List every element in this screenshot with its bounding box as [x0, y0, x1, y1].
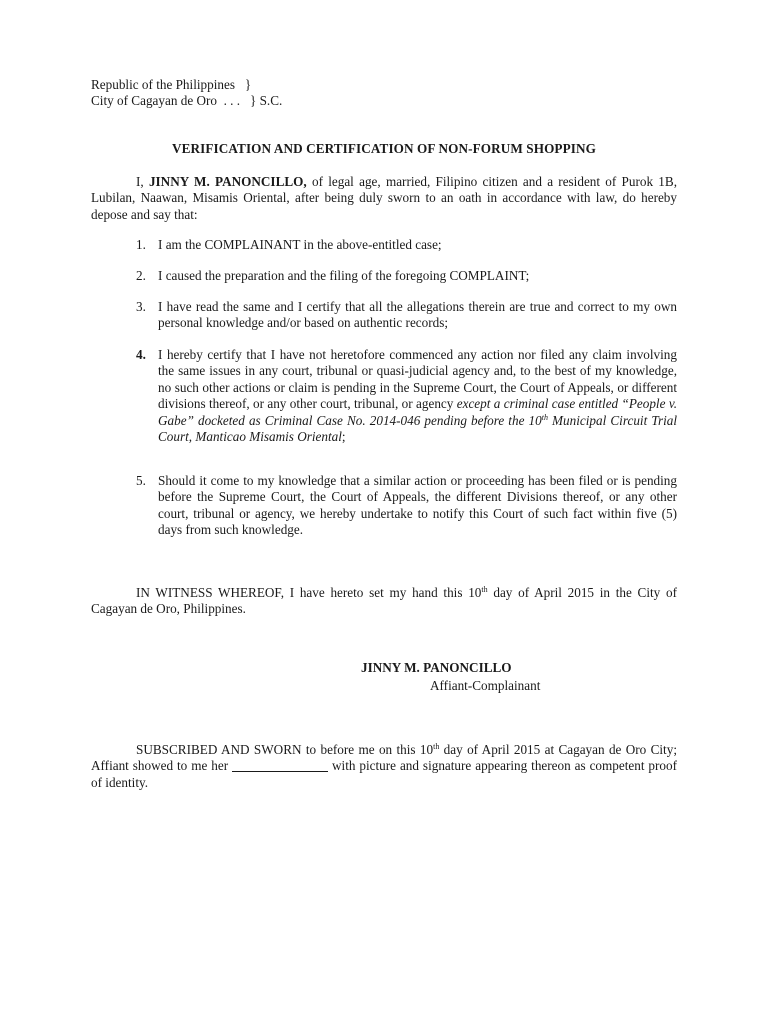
witness-paragraph [91, 585, 677, 618]
venue-header [91, 77, 282, 110]
jurat-text-c: with picture and signature appearing thereon as competent proof of identity. [91, 758, 677, 790]
intro-prefix: I, [136, 174, 149, 189]
ordinal-suffix: th [541, 412, 548, 422]
list-item-number: 3. [136, 299, 146, 314]
list-item-number: 1. [136, 237, 146, 252]
jurat-text-a: SUBSCRIBED AND SWORN to before me on this 10 [136, 742, 434, 757]
witness-text-a: IN WITNESS WHEREOF, I have hereto set my hand this 10 [136, 585, 482, 600]
exception-text: except a criminal case entitled “People v. Gabe” docketed as Criminal Case No. 2014-046 pending before the 10 [158, 396, 677, 428]
exception-court: Municipal Circuit Trial Court, Manticao Misamis Oriental [158, 412, 677, 445]
signatory-title: Affiant-Complainant [430, 678, 541, 693]
id-blank-line [232, 759, 328, 772]
certification-text: I hereby certify that I have not heretofore commenced any action nor filed any claim involving the same issues in any court, tribunal or quasi-judicial agency and, to the best of my knowledge, no such other actions or claim is pending in the Supreme Court, the Court of Appeals, or different divisions thereof, or any other court, tribunal, or agency [158, 347, 677, 412]
jurat-text-b: day of April 2015 at Cagayan de Oro City; Affiant showed to me her [91, 742, 677, 774]
venue-line-city: City of Cagayan de Oro . . . } S.C. [91, 93, 283, 109]
venue-line-country: Republic of the Philippines } [91, 77, 252, 92]
list-item-number: 2. [136, 268, 146, 283]
affiant-name: JINNY M. PANONCILLO, [148, 174, 307, 189]
list-item-text: I am the COMPLAINANT in the above-entitled case; [158, 237, 442, 252]
ordinal-suffix: th [433, 742, 440, 751]
list-item-number: 4. [136, 347, 146, 362]
list-item [136, 299, 677, 332]
list-item [136, 347, 677, 445]
list-item-text: I caused the preparation and the filing of the foregoing COMPLAINT; [158, 268, 530, 283]
list-item-text: I have read the same and I certify that all the allegations therein are true and correct to my own personal knowledge and/or based on authentic records; [158, 299, 677, 331]
intro-paragraph [91, 174, 677, 223]
ordinal-suffix: th [481, 585, 488, 594]
witness-text-b: day of April 2015 in the City of Cagayan de Oro, Philippines. [91, 585, 677, 617]
list-item [136, 237, 677, 253]
list-item [136, 268, 677, 284]
list-item-text [158, 347, 677, 445]
list-item-text: Should it come to my knowledge that a similar action or proceeding has been filed or is pending before the Supreme Court, the Court of Appeals, the different Divisions thereof, or any other court, tribunal or agency, we hereby undertake to notify this Court of such fact within five (5) days from such knowledge. [158, 473, 677, 538]
intro-text: of legal age, married, Filipino citizen and a resident of Purok 1B, Lubilan, Naawan, Misamis Oriental, after being duly sworn to an oath in accordance with law, do hereby depose and say that: [91, 174, 677, 222]
document-title: VERIFICATION AND CERTIFICATION OF NON-FORUM SHOPPING [172, 141, 596, 156]
item-end-punct: ; [341, 429, 346, 445]
jurat-paragraph [91, 742, 677, 791]
list-item [136, 473, 677, 539]
signatory-name: JINNY M. PANONCILLO [361, 660, 512, 675]
list-item-number: 5. [136, 473, 146, 488]
